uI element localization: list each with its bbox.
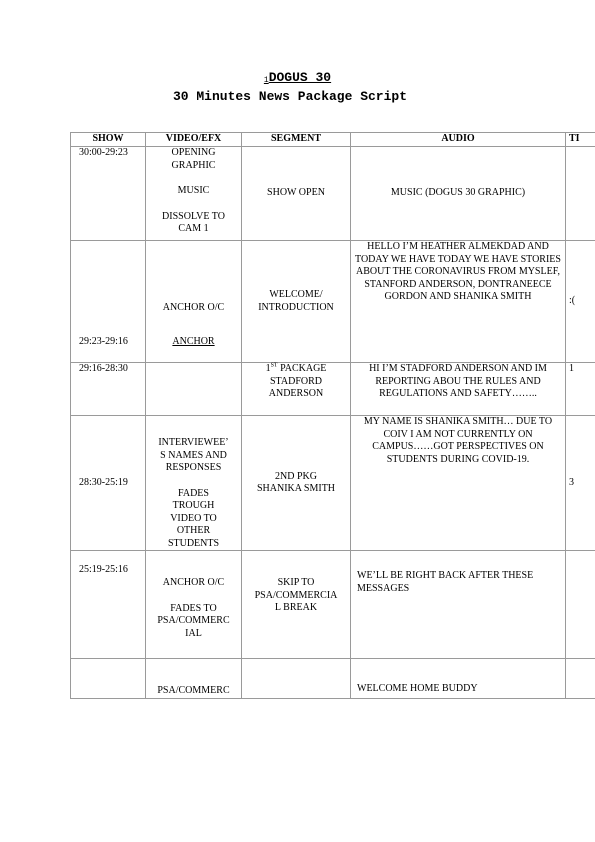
video-line: MUSIC xyxy=(177,185,210,196)
col-header-segment: SEGMENT xyxy=(242,133,351,147)
segment-line: INTRODUCTION xyxy=(258,301,334,313)
segment-cell xyxy=(242,241,351,363)
video-line: OPENING xyxy=(171,147,216,158)
footnote-mark: 1 xyxy=(263,76,269,85)
table-row xyxy=(71,241,595,363)
video-line: IAL xyxy=(185,627,202,639)
segment-line: L BREAK xyxy=(274,602,318,613)
audio-cell: HELLO I’M HEATHER ALMEKDAD AND TODAY WE HAVE TODAY WE HAVE STORIES ABOUT THE CORONAVIRUS FROM MYSLEF, STANFORD ANDERSON, DONTRANEECE GORDON AND SHANIKA SMITH xyxy=(351,241,566,363)
table-row xyxy=(71,147,595,241)
show-time-cell: 29:23-29:16 xyxy=(71,241,146,363)
video-efx-cell: PSA/COMMERC xyxy=(146,659,242,699)
video-efx-cell xyxy=(146,551,242,659)
segment-line: WELCOME/ xyxy=(269,289,323,300)
segment-line: ANDERSON xyxy=(268,388,324,399)
script-table xyxy=(70,132,595,699)
segment-text: PACKAGE xyxy=(277,363,327,374)
video-line: PSA/COMMERC xyxy=(157,615,230,626)
video-line: FADES xyxy=(178,487,209,499)
video-efx-cell xyxy=(146,363,242,416)
table-row xyxy=(71,659,595,699)
video-line: DISSOLVE TO xyxy=(162,210,225,222)
col-header-time: TI xyxy=(566,133,595,147)
video-line: OTHER xyxy=(176,525,211,536)
audio-cell: MUSIC (DOGUS 30 GRAPHIC) xyxy=(351,147,566,241)
script-table-wrapper xyxy=(70,132,595,702)
script-title-block xyxy=(0,70,595,104)
video-efx-cell xyxy=(146,147,242,241)
time-cell xyxy=(566,147,595,241)
table-row xyxy=(71,363,595,416)
video-line: VIDEO TO xyxy=(170,512,217,524)
video-efx-cell xyxy=(146,241,242,363)
video-efx-cell xyxy=(146,416,242,551)
segment-cell: SHOW OPEN xyxy=(242,147,351,241)
audio-cell: HI I’M STADFORD ANDERSON AND IM REPORTING ABOU THE RULES AND REGULATIONS AND SAFETY…….. xyxy=(351,363,566,416)
segment-superscript: ST xyxy=(270,362,278,369)
audio-cell: WE’LL BE RIGHT BACK AFTER THESE MESSAGES xyxy=(351,551,566,659)
time-cell xyxy=(566,659,595,699)
video-line: RESPONSES xyxy=(165,462,222,473)
segment-cell xyxy=(242,551,351,659)
segment-number: 1 xyxy=(265,363,271,374)
video-line: S NAMES AND xyxy=(160,449,227,461)
video-line: TROUGH xyxy=(172,500,215,511)
show-time-cell: 28:30-25:19 xyxy=(71,416,146,551)
segment-cell xyxy=(242,659,351,699)
video-line-underlined: ANCHOR xyxy=(172,335,215,347)
show-time-cell: 25:19-25:16 xyxy=(71,551,146,659)
video-line: STUDENTS xyxy=(167,537,220,549)
table-row xyxy=(71,551,595,659)
audio-cell: WELCOME HOME BUDDY xyxy=(351,659,566,699)
script-subtitle: 30 Minutes News Package Script xyxy=(172,89,408,104)
table-row xyxy=(71,416,595,551)
video-line: INTERVIEWEE’ xyxy=(158,437,229,448)
video-line: ANCHOR O/C xyxy=(162,302,225,313)
time-cell: 3 xyxy=(566,416,595,551)
time-cell xyxy=(566,551,595,659)
show-time-cell: 30:00-29:23 xyxy=(71,147,146,241)
segment-line: 2ND PKG xyxy=(275,470,317,482)
segment-line: PSA/COMMERCIA xyxy=(254,589,338,601)
audio-cell: MY NAME IS SHANIKA SMITH… DUE TO COIV I AM NOT CURRENTLY ON CAMPUS……GOT PERSPECTIVES ON STUDENTS DURING COVID-19. xyxy=(351,416,566,551)
time-cell: :( xyxy=(566,241,595,363)
video-line: FADES TO xyxy=(170,602,217,614)
time-cell: 1 xyxy=(566,363,595,416)
table-header-row xyxy=(71,133,595,147)
segment-line: SKIP TO xyxy=(277,577,315,588)
video-line: ANCHOR O/C xyxy=(162,577,225,588)
video-line: CAM 1 xyxy=(178,223,209,234)
segment-cell xyxy=(242,416,351,551)
col-header-show: SHOW xyxy=(71,133,146,147)
video-line: GRAPHIC xyxy=(171,159,216,171)
segment-line: SHANIKA SMITH xyxy=(256,483,336,494)
col-header-video: VIDEO/EFX xyxy=(146,133,242,147)
segment-cell xyxy=(242,363,351,416)
show-time-cell: 29:16-28:30 xyxy=(71,363,146,416)
script-title xyxy=(0,70,595,85)
show-time-cell xyxy=(71,659,146,699)
segment-line: STADFORD xyxy=(270,375,322,387)
segment-line xyxy=(245,363,347,376)
title-text: DOGUS 30 xyxy=(268,70,332,85)
col-header-audio: AUDIO xyxy=(351,133,566,147)
